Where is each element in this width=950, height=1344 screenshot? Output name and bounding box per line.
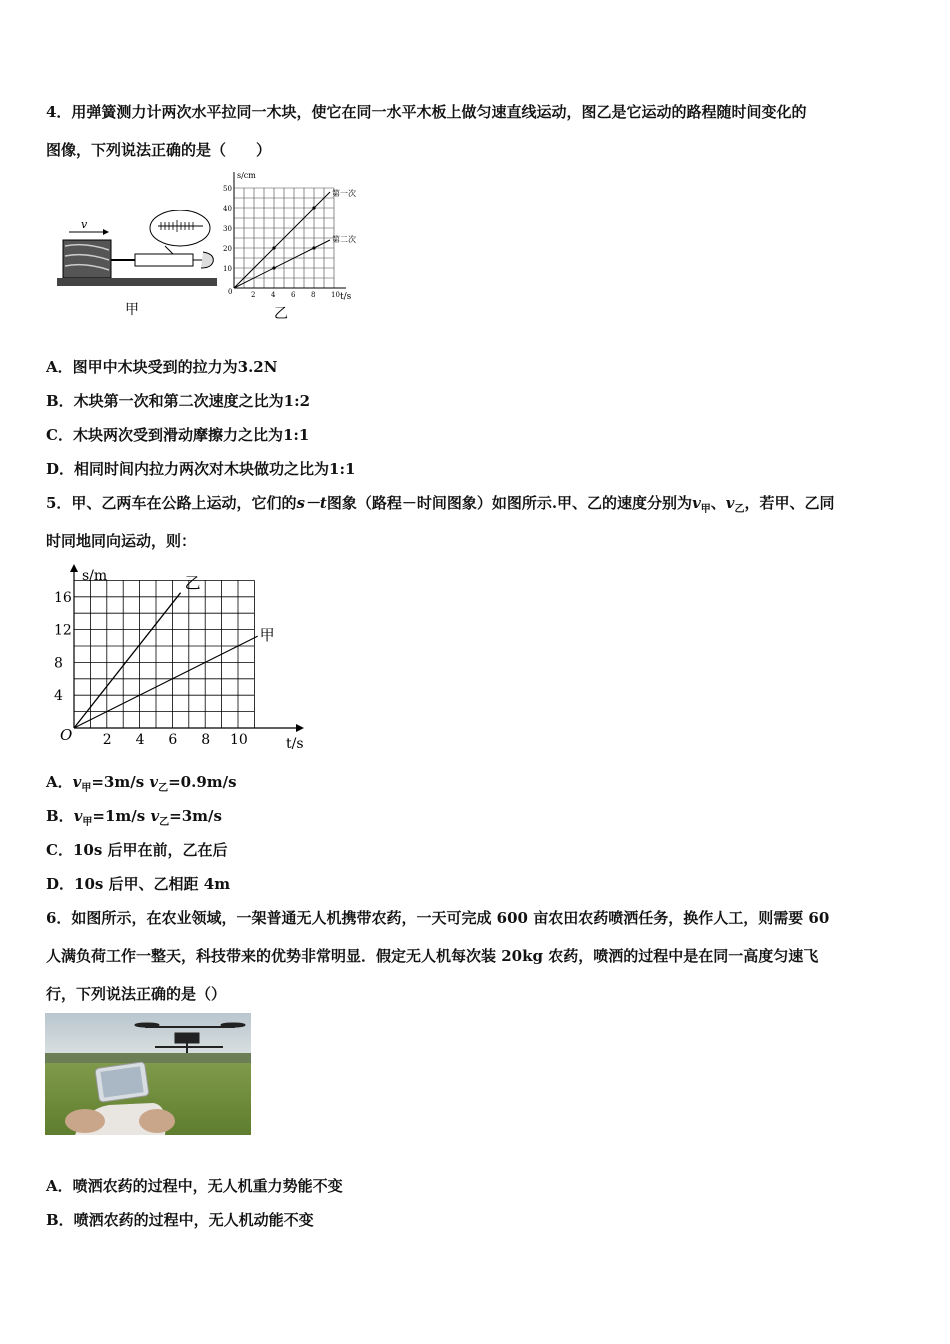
- x-tick-label: 2: [251, 291, 256, 299]
- y-tick-label: 4: [54, 688, 63, 705]
- q5-option-c[interactable]: C．10s 后甲在前，乙在后: [46, 841, 228, 859]
- hand: [201, 252, 213, 268]
- x-tick-label: 4: [271, 291, 276, 299]
- q5-option-d[interactable]: D．10s 后甲、乙相距 4m: [46, 875, 231, 893]
- origin-label: O: [60, 726, 73, 744]
- x-tick-label: 10: [230, 732, 248, 748]
- series-jia-line: [74, 636, 258, 728]
- y-axis-arrow: [70, 564, 78, 572]
- data-point: [312, 206, 315, 209]
- y-tick-label: 12: [54, 622, 72, 639]
- q6-stem-line2: 人满负荷工作一整天，科技带来的优势非常明显．假定无人机每次装 20kg 农药，喷洒的过程中是在同一高度匀速飞: [46, 947, 819, 965]
- q4-figure-jia: [55, 210, 220, 320]
- y-tick-label: 40: [223, 205, 232, 213]
- series-yi-label: 乙: [184, 573, 201, 593]
- data-point: [272, 246, 275, 249]
- q4-option-d[interactable]: D．相同时间内拉力两次对木块做功之比为1:1: [46, 460, 356, 478]
- q4-stem-line2: 图像，下列说法正确的是（ ）: [46, 141, 272, 159]
- y-tick-label: 20: [223, 245, 232, 253]
- series-first-label: 第一次: [332, 189, 356, 198]
- q6-drone-photo: [45, 1013, 251, 1135]
- q4-option-b[interactable]: B．木块第一次和第二次速度之比为1:2: [46, 392, 311, 410]
- scale-zoom: [150, 210, 210, 246]
- wood-board: [57, 278, 217, 286]
- series-first-line: [234, 192, 330, 288]
- y-axis-label: s/m: [82, 568, 108, 584]
- y-tick-label: 8: [54, 655, 63, 672]
- series-second-label: 第二次: [332, 235, 356, 244]
- x-tick-label: 8: [201, 732, 211, 748]
- y-tick-label: 16: [54, 589, 72, 606]
- data-point: [312, 246, 315, 249]
- data-point: [272, 266, 275, 269]
- q4-stem-line1: 4．用弹簧测力计两次水平拉同一木块，使它在同一水平木板上做匀速直线运动，图乙是它运动的路程随时间变化的: [46, 103, 807, 121]
- y-tick-label: 10: [223, 265, 232, 273]
- y-tick-label: 50: [223, 185, 232, 193]
- x-axis-label: t/s: [286, 736, 304, 752]
- q6-option-b[interactable]: B．喷洒农药的过程中，无人机动能不变: [46, 1211, 314, 1229]
- q4-figure-yi: [222, 168, 372, 320]
- x-axis-label: t/s: [340, 292, 352, 302]
- x-tick-label: 4: [135, 732, 145, 748]
- q4-option-c[interactable]: C．木块两次受到滑动摩擦力之比为1:1: [46, 426, 310, 444]
- q5-stem-line1: 5．甲、乙两车在公路上运动，它们的s－t图象（路程－时间图象）如图所示.甲、乙的速度分别为$v_甲$、$v_乙$，若甲、乙同: [46, 494, 835, 515]
- x-tick-label: 6: [168, 732, 178, 748]
- x-tick-label: 6: [291, 291, 296, 299]
- spring-scale: [135, 254, 193, 266]
- x-tick-label: 8: [311, 291, 316, 299]
- x-axis-arrow: [296, 724, 304, 732]
- q6-stem-line3: 行，下列说法正确的是（）: [46, 985, 227, 1003]
- q5-option-b[interactable]: B．$v_甲=1m/s$ $v_乙=3m/s$: [46, 807, 222, 828]
- fig-jia-caption: 甲: [125, 302, 139, 318]
- q5-option-a[interactable]: A．$v_甲=3m/s$ $v_乙=0.9m/s$: [46, 773, 237, 794]
- velocity-label: v: [81, 218, 88, 231]
- x-tick-label: 2: [102, 732, 112, 748]
- q5-st-chart: [50, 560, 320, 755]
- q6-option-a[interactable]: A．喷洒农药的过程中，无人机重力势能不变: [46, 1177, 343, 1195]
- origin-label: 0: [228, 288, 233, 296]
- series-jia-label: 甲: [259, 626, 275, 645]
- x-tick-label: 10: [331, 291, 340, 299]
- series-second-line: [234, 240, 330, 288]
- fig-yi-caption: 乙: [274, 306, 288, 320]
- y-tick-label: 30: [223, 225, 232, 233]
- q6-stem-line1: 6．如图所示，在农业领域，一架普通无人机携带农药，一天可完成 600 亩农田农药喷洒任务，换作人工，则需要 60: [46, 909, 830, 927]
- q5-stem-line2: 时同地同向运动，则：: [46, 532, 197, 550]
- y-axis-label: s/cm: [237, 171, 256, 180]
- q4-option-a[interactable]: A．图甲中木块受到的拉力为3.2N: [46, 358, 278, 376]
